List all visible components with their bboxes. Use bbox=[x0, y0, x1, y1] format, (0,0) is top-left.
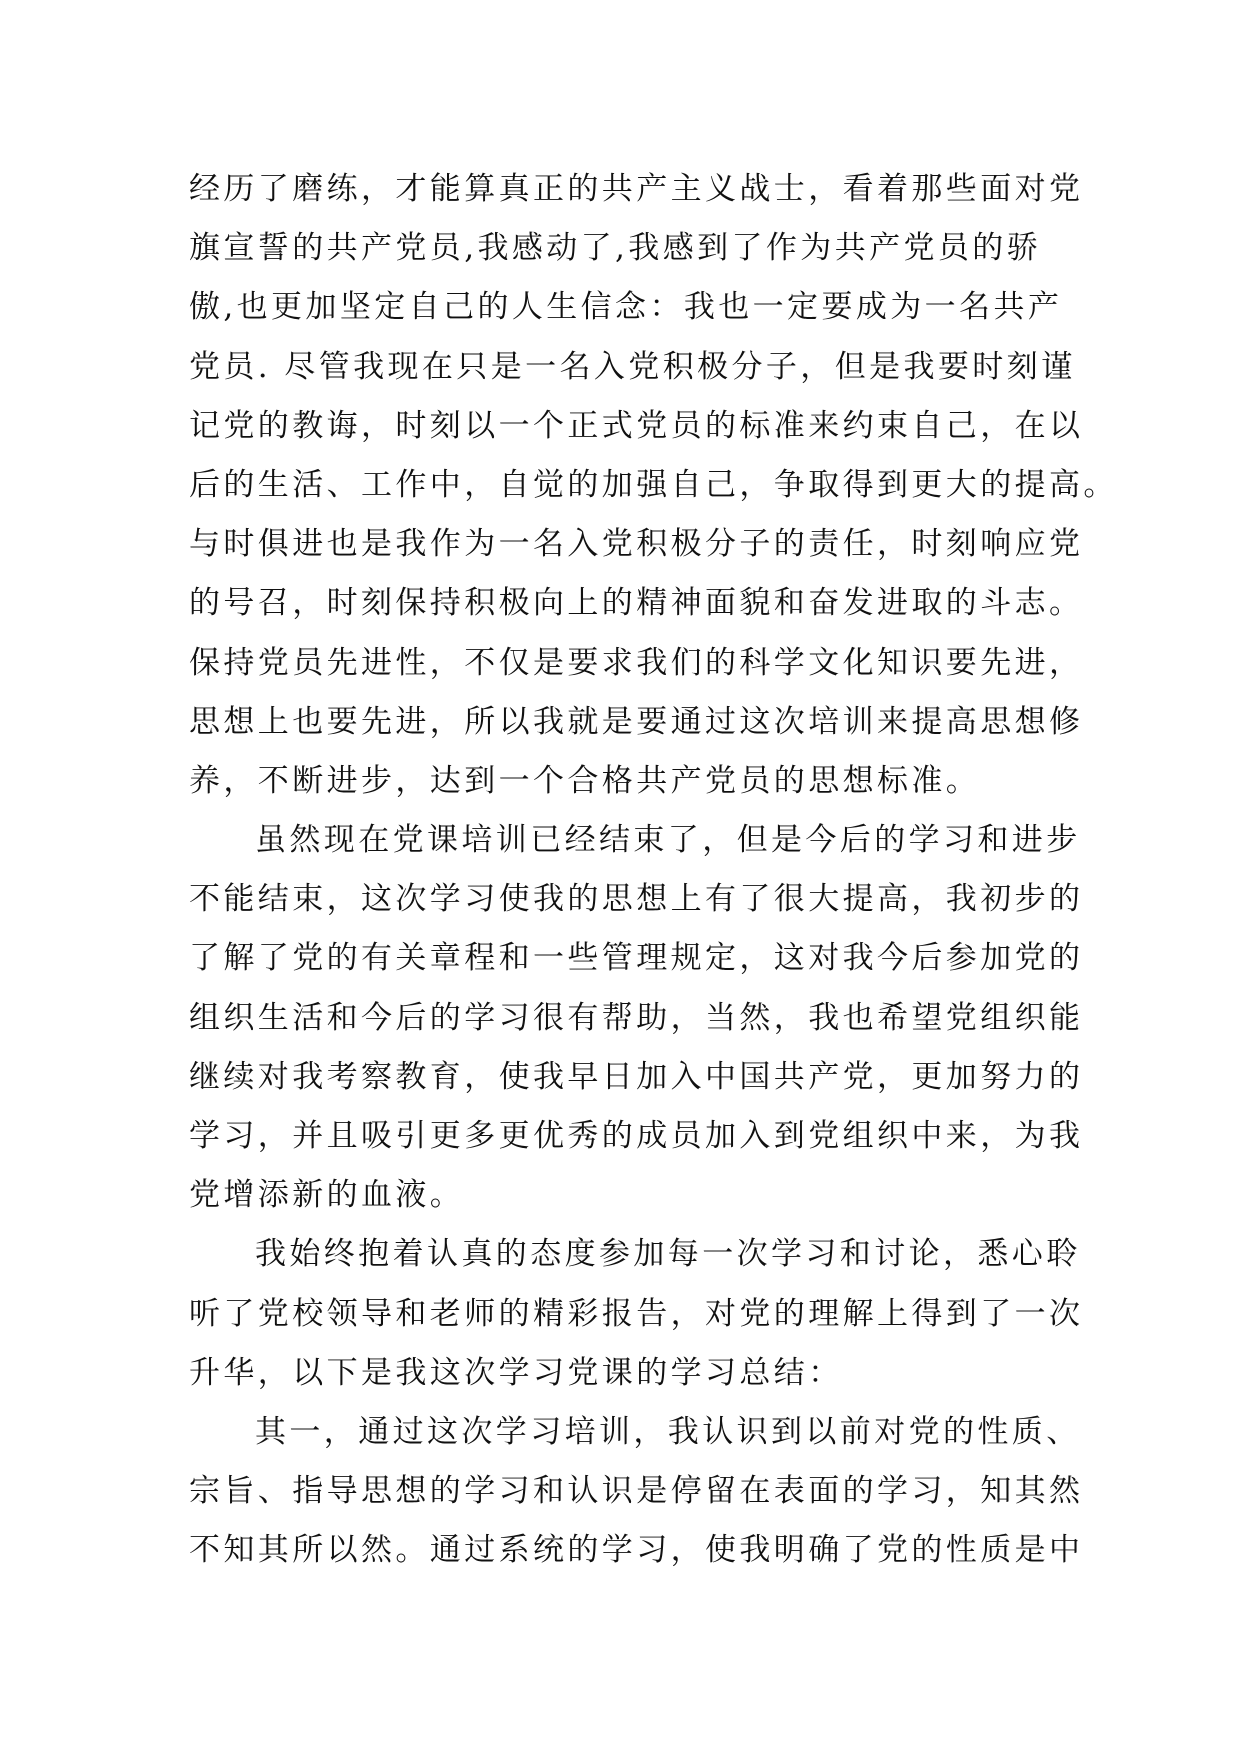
paragraph-line: 宗旨、指导思想的学习和认识是停留在表面的学习，知其然 bbox=[189, 1473, 1084, 1510]
paragraph-line: 了解了党的有关章程和一些管理规定，这对我今后参加党的 bbox=[189, 940, 1084, 977]
paragraph-line: 党员. 尽管我现在只是一名入党积极分子，但是我要时刻谨 bbox=[189, 348, 1076, 385]
paragraph-line: 后的生活、工作中，自觉的加强自己，争取得到更大的提高。 bbox=[189, 466, 1118, 503]
paragraph-line: 傲,也更加坚定自己的人生信念：我也一定要成为一名共产 bbox=[189, 289, 1063, 326]
body-text bbox=[189, 160, 1118, 1581]
paragraph-line: 的号召，时刻保持积极向上的精神面貌和奋发进取的斗志。 bbox=[189, 585, 1084, 622]
paragraph-first-line: 其一，通过这次学习培训，我认识到以前对党的性质、 bbox=[255, 1413, 1081, 1450]
paragraph-line: 党增添新的血液。 bbox=[189, 1177, 465, 1214]
paragraph-line: 继续对我考察教育，使我早日加入中国共产党，更加努力的 bbox=[189, 1058, 1084, 1095]
paragraph-line: 思想上也要先进，所以我就是要通过这次培训来提高思想修 bbox=[189, 703, 1084, 740]
paragraph-line: 升华，以下是我这次学习党课的学习总结： bbox=[189, 1354, 843, 1391]
paragraph-line: 学习，并且吸引更多更优秀的成员加入到党组织中来，为我 bbox=[189, 1118, 1084, 1154]
paragraph-line: 记党的教诲，时刻以一个正式党员的标准来约束自己，在以 bbox=[189, 407, 1084, 444]
paragraph-line: 保持党员先进性，不仅是要求我们的科学文化知识要先进， bbox=[189, 644, 1084, 681]
paragraph-first-line: 我始终抱着认真的态度参加每一次学习和讨论，悉心聆 bbox=[255, 1236, 1081, 1273]
paragraph-line: 与时俱进也是我作为一名入党积极分子的责任，时刻响应党 bbox=[189, 526, 1084, 563]
paragraph-line: 养，不断进步，达到一个合格共产党员的思想标准。 bbox=[189, 762, 981, 799]
paragraph-line: 旗宣誓的共产党员,我感动了,我感到了作为共产党员的骄 bbox=[189, 230, 1042, 267]
paragraph-line: 听了党校领导和老师的精彩报告，对党的理解上得到了一次 bbox=[189, 1295, 1084, 1332]
paragraph-line: 不能结束，这次学习使我的思想上有了很大提高，我初步的 bbox=[189, 881, 1084, 918]
paragraph-line: 经历了磨练，才能算真正的共产主义战士，看着那些面对党 bbox=[189, 171, 1084, 207]
paragraph-first-line: 虽然现在党课培训已经结束了，但是今后的学习和进步 bbox=[255, 822, 1081, 859]
paragraph-line: 不知其所以然。通过系统的学习，使我明确了党的性质是中 bbox=[189, 1532, 1084, 1569]
paragraph-line: 组织生活和今后的学习很有帮助，当然，我也希望党组织能 bbox=[189, 999, 1084, 1036]
